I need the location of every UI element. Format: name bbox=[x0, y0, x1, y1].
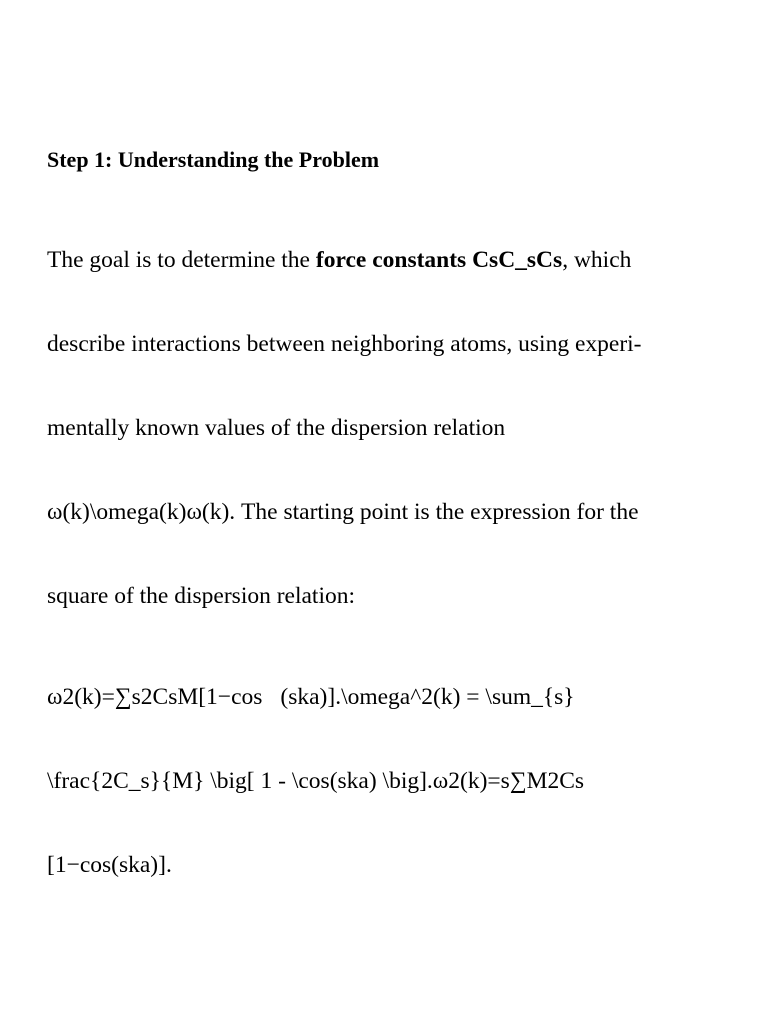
step-heading: Step 1: Understanding the Problem bbox=[47, 147, 380, 172]
equation-line-3: [1−cos(ska)]. bbox=[47, 852, 172, 878]
force-constants-term: force constants CsC_sCs bbox=[315, 247, 563, 273]
paragraph-line-1-start: The goal is to determine the bbox=[47, 247, 316, 273]
paragraph-line-4: ω(k)\omega(k)ω(k). The starting point is the expression for the bbox=[47, 499, 639, 525]
paragraph-line-5: square of the dispersion relation: bbox=[47, 583, 356, 609]
equation-line-2: \frac{2C_s}{M} \big[ 1 - \cos(ska) \big].ω2(k)=s∑M2Cs bbox=[47, 768, 585, 794]
equation-line-1-start: ω2(k)=∑s2CsM[1−cos bbox=[47, 684, 263, 710]
equation-line-1 bbox=[47, 682, 575, 712]
paragraph-line-2: describe interactions between neighboring atoms, using experi- bbox=[47, 331, 642, 357]
paragraph-line-3: mentally known values of the dispersion relation bbox=[47, 415, 506, 441]
paragraph-line-1-end: , which bbox=[562, 247, 632, 273]
paragraph-line-1 bbox=[47, 245, 631, 275]
equation-line-1-end: (ska)].\omega^2(k) = \sum_{s} bbox=[280, 684, 575, 710]
